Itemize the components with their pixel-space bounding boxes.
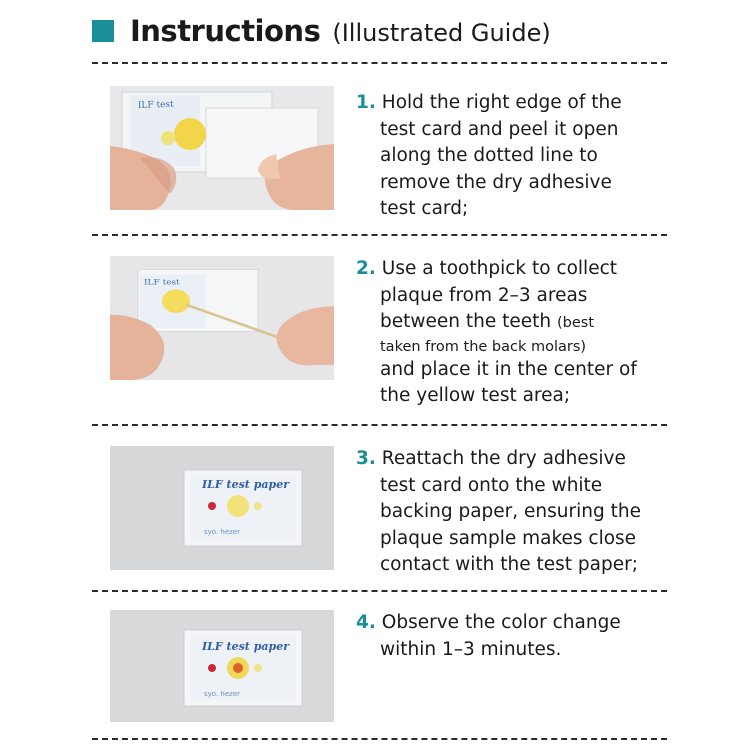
step-4-text: 4. Observe the color change within 1–3 minutes. xyxy=(356,612,621,660)
divider xyxy=(92,62,667,64)
divider xyxy=(92,424,667,426)
page-title: Instructions xyxy=(130,14,321,48)
step-3-number: 3. xyxy=(356,448,376,469)
svg-text:ILF test: ILF test xyxy=(137,99,174,111)
svg-text:syo. hezer: syo. hezer xyxy=(204,690,241,698)
step-3-text: 3. Reattach the dry adhesive test card onto the white backing paper, ensuring the plaque sample makes close contact with the test paper; xyxy=(356,448,641,575)
step-4-photo xyxy=(110,610,334,722)
svg-text:ILF test: ILF test xyxy=(144,277,180,287)
page-subtitle: (Illustrated Guide) xyxy=(332,19,551,47)
divider xyxy=(92,738,667,740)
step-1-number: 1. xyxy=(356,92,376,113)
svg-text:syo. hezer: syo. hezer xyxy=(204,528,241,536)
step-3-photo xyxy=(110,446,334,570)
step-2-number: 2. xyxy=(356,258,376,279)
step-1-text: 1. Hold the right edge of the test card and peel it open along the dotted line to remove the dry adhesive test card; xyxy=(356,92,622,219)
step-1-photo xyxy=(110,86,334,210)
divider xyxy=(92,590,667,592)
test-card-label: ILF test paper xyxy=(202,640,290,653)
step-2-photo xyxy=(110,256,334,380)
step-4-number: 4. xyxy=(356,612,376,633)
header-square-icon xyxy=(92,20,114,42)
step-2-text: 2. Use a toothpick to collect plaque from 2–3 areas between the teeth (best taken from the back molars) and place it in the center of the yellow test area; xyxy=(356,258,637,406)
divider xyxy=(92,234,667,236)
test-card-label: ILF test paper xyxy=(202,478,290,491)
page-header xyxy=(92,12,551,50)
